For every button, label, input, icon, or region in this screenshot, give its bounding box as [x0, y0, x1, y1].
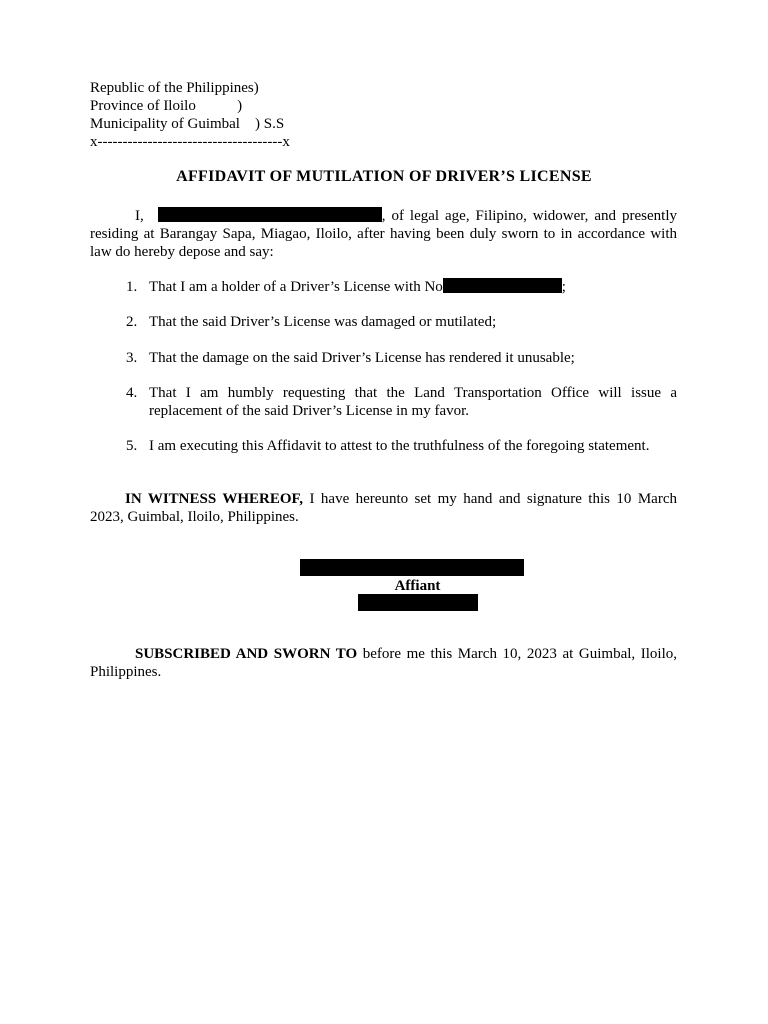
redacted-signature: [300, 559, 524, 576]
item-text: That the damage on the said Driver’s License has rendered it unusable;: [149, 350, 575, 366]
item-number: 2.: [126, 314, 138, 330]
item-tail: ;: [561, 279, 566, 295]
affiant-label: Affiant: [394, 578, 441, 594]
document-title: AFFIDAVIT OF MUTILATION OF DRIVER’S LICENSE: [176, 168, 592, 185]
list-item-2: [126, 313, 677, 331]
intro-paragraph: [90, 207, 677, 261]
venue-province: Province of Iloilo ): [90, 98, 243, 114]
item-number: 5.: [126, 438, 138, 454]
list-item-3: [126, 349, 677, 367]
jurat-paragraph: [90, 645, 677, 681]
item-number: 4.: [126, 385, 138, 401]
venue-separator: x-------------------------------------x: [90, 134, 290, 150]
list-item-4: [126, 384, 677, 420]
item-text: That the said Driver’s License was damaged or mutilated;: [149, 314, 497, 330]
jurat-lead: SUBSCRIBED AND SWORN TO: [135, 646, 358, 662]
venue-municipality: Municipality of Guimbal ) S.S: [90, 116, 285, 132]
redacted-license-number: [443, 278, 562, 293]
item-text: That I am a holder of a Driver’s License with No: [149, 279, 443, 295]
redacted-name: [158, 207, 382, 222]
item-text: I am executing this Affidavit to attest to the truthfulness of the foregoing statement.: [149, 438, 650, 454]
witness-paragraph: [90, 490, 677, 526]
item-number: 3.: [126, 350, 138, 366]
venue-republic: Republic of the Philippines): [90, 80, 259, 96]
venue-block: [90, 79, 290, 151]
list-item-5: [126, 437, 677, 455]
intro-prefix: I,: [135, 208, 144, 224]
witness-rest: I have hereunto set my hand and signature this 10 March 2023, Guimbal, Iloilo, Philippines.: [90, 491, 677, 525]
item-text: That I am humbly requesting that the Land Transportation Office will issue a replacement of the said Driver’s License in my favor.: [149, 385, 677, 419]
list-item-1: [126, 278, 677, 296]
intro-suffix: , of legal age, Filipino, widower, and presently residing at Barangay Sapa, Miagao, Iloilo, after having been duly sworn to in accordance with law do hereby depose and say:: [90, 208, 677, 260]
jurat-rest: before me this March 10, 2023 at Guimbal, Iloilo, Philippines.: [90, 646, 677, 680]
redacted-affiant-name: [358, 594, 478, 611]
item-number: 1.: [126, 279, 138, 295]
witness-lead: IN WITNESS WHEREOF,: [125, 491, 304, 507]
